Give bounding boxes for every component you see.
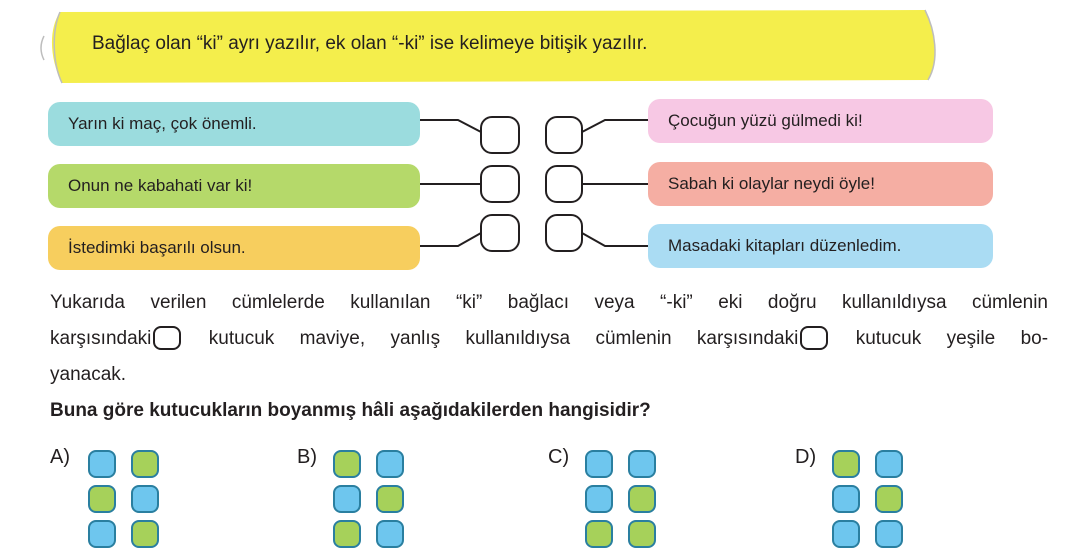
instruction-line-2-part-a: karşısındaki — [50, 328, 152, 349]
instruction-paragraph — [50, 285, 1048, 393]
left-sentence-1-text: Yarın ki maç, çok önemli. — [68, 114, 257, 133]
option-b-box-2-2 — [376, 485, 404, 513]
option-a-box-1-2 — [131, 450, 159, 478]
option-c-box-3-2 — [628, 520, 656, 548]
left-sentence-3-text: İstedimki başarılı olsun. — [68, 238, 246, 257]
instruction-line-2-part-c: kutucuk yeşile bo- — [855, 328, 1049, 349]
option-a-box-3-1 — [88, 520, 116, 548]
option-b-box-1-2 — [376, 450, 404, 478]
right-sentence-3-text: Masadaki kitapları düzenledim. — [668, 236, 902, 255]
option-d-label[interactable]: D) — [795, 446, 817, 468]
instruction-line-2-part-b: kutucuk maviye, yanlış kullanıldıysa cümlenin karşısındaki — [208, 328, 799, 349]
option-d-box-1-2 — [875, 450, 903, 478]
instruction-line-2 — [50, 321, 1048, 357]
inline-box-icon — [800, 326, 828, 350]
option-b-box-1-1 — [333, 450, 361, 478]
option-b-label[interactable]: B) — [297, 446, 317, 468]
option-c-box-2-1 — [585, 485, 613, 513]
rule-text: Bağlaç olan “ki” ayrı yazılır, ek olan “-ki” ise kelimeye bitişik yazılır. — [92, 33, 648, 54]
option-a-label[interactable]: A) — [50, 446, 70, 468]
right-sentence-1-text: Çocuğun yüzü gülmedi ki! — [668, 111, 863, 130]
right-sentence-2-text: Sabah ki olaylar neydi öyle! — [668, 174, 875, 193]
option-c-box-2-2 — [628, 485, 656, 513]
option-b-box-2-1 — [333, 485, 361, 513]
option-d-box-3-2 — [875, 520, 903, 548]
option-d-box-3-1 — [832, 520, 860, 548]
option-c-box-1-2 — [628, 450, 656, 478]
option-a-box-3-2 — [131, 520, 159, 548]
option-d-box-2-2 — [875, 485, 903, 513]
option-a-box-2-1 — [88, 485, 116, 513]
option-a-box-1-1 — [88, 450, 116, 478]
right-sentence-3 — [648, 224, 993, 268]
option-d-box-2-1 — [832, 485, 860, 513]
instruction-line-3: yanacak. — [50, 364, 127, 385]
left-sentence-1 — [48, 102, 420, 146]
option-c-box-1-1 — [585, 450, 613, 478]
option-d-box-1-1 — [832, 450, 860, 478]
left-sentence-3 — [48, 226, 420, 270]
right-sentence-1 — [648, 99, 993, 143]
option-c-label[interactable]: C) — [548, 446, 570, 468]
instruction-line-1: Yukarıda verilen cümlelerde kullanılan “ki” bağlacı veya “-ki” eki doğru kullanıldıysa cümlenin — [50, 292, 1048, 313]
left-sentence-2-text: Onun ne kabahati var ki! — [68, 176, 253, 195]
right-sentence-2 — [648, 162, 993, 206]
left-sentence-2 — [48, 164, 420, 208]
inline-box-icon — [153, 326, 181, 350]
option-b-box-3-2 — [376, 520, 404, 548]
option-c-box-3-1 — [585, 520, 613, 548]
option-b-box-3-1 — [333, 520, 361, 548]
option-a-box-2-2 — [131, 485, 159, 513]
question-text: Buna göre kutucukların boyanmış hâli aşağıdakilerden hangisidir? — [50, 400, 651, 421]
